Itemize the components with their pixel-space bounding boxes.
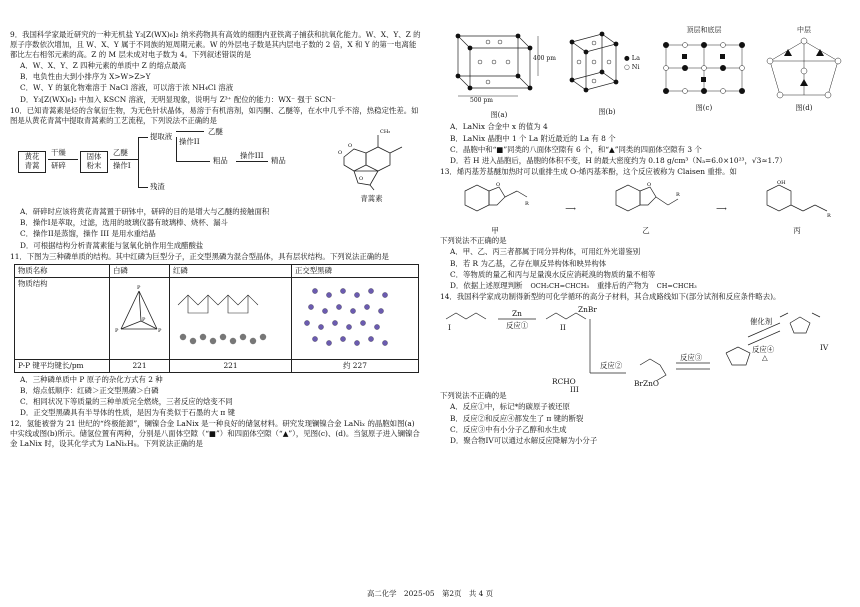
q9-stem: 9．我国科学家最近研究的一种无机盐 Y₃[Z(WX)₆]₂ 纳米药物具有高效的细胞内亚铁离子捕获和抗氧化能力。W、X、Y、Z 的原子序数依次增加，且 W、X、Y 属于不同族的短周期元素。W 的外层电子数是其内层电子数的 2 倍，X 和 Y 的第一电离能都比左右相邻元素的高。Z 的 M 层未成对电子数为 4。下列叙述错误的是 [10,30,421,59]
figure-c [656,26,752,120]
compound-jia [455,179,535,236]
extraction-flowchart [18,126,318,205]
q9-option-d: D．Y₃[Z(WX)₆]₂ 中加入 KSCN 溶液，无明显现象，说明与 Z³⁺ 配位的能力：WX⁻ 强于 SCN⁻ [20,94,336,104]
layer-d-icon [756,35,852,101]
black-p-structure [292,277,419,359]
svg-text:OH: OH [776,180,786,187]
svg-text:R: R [525,201,529,208]
dim-400: 400 pm [533,54,556,62]
reaction-2: 反应② [600,361,623,371]
flow-step-op3: 操作III [240,150,264,160]
svg-text:O: O [647,182,652,189]
flow-node-extract: 提取液 [150,131,173,141]
flow-step-op1: 操作I [113,160,131,170]
figure-d [756,26,852,120]
q13-option-d [440,281,852,291]
q12-option-a: A．LaNix 合金中 x 的值为 4 [450,122,548,132]
svg-text:P: P [158,327,162,334]
q11-option-b: B．熔点低顺序：红磷＞正交型黑磷＞白磷 [20,385,159,395]
label-bing: 丙 [793,226,801,236]
right-column [440,26,852,447]
left-column [10,30,422,450]
q13-d-prefix: D．依据上述原理判断 [450,280,523,290]
q13-option-a: A．甲、乙、丙三者都属于同分异构体，可用红外光谱鉴别 [450,247,641,257]
q11-option-d: D．正交型黑磷具有半导体的性质，是因为有类似于石墨的大 π 键 [20,408,236,418]
arrow-1-icon: ⟶ [565,204,576,214]
black-phosphorus-icon [295,279,405,351]
lattice-a-icon [440,26,558,102]
reaction-1: 反应① [506,321,529,331]
bond-red: 221 [170,359,292,372]
reaction-3: 反应③ [680,353,703,363]
arrow-2-icon: ⟶ [716,204,727,214]
flow-branch [138,137,139,187]
table-bond-label: P-P 键平均键长/pm [15,359,110,372]
q10-option-b: B．操作I是萃取，过滤，选用的玻璃仪器有玻璃棒、烧杯、漏斗 [20,218,228,228]
artemisinin-structure [324,127,419,204]
compound-yi [606,179,686,236]
q12-option-c: C．晶胞中和“■”同类的八面体空隙有 6 个，和“▲”同类的四面体空隙有 3 个 [450,144,702,154]
q12-option-b: B．LaNix 晶胞中 1 个 La 附近最近的 La 有 8 个 [450,133,616,143]
label-jia: 甲 [491,226,499,236]
flow-node-residue: 残渣 [150,181,165,191]
q14-option-c: C．反应③中有小分子乙醇和水生成 [450,424,567,434]
q9-option-c: C．W、Y 的氯化物难溶于 NaCl 溶液，可以溶于浓 NH₄Cl 溶液 [20,83,234,93]
red-phosphorus-icon [173,279,288,351]
q12-stem: 12．氢能被誉为 21 世纪的“终极能源”，镧镍合金 LaNix 是一种良好的储氢材料。研究发现镧镍合金 LaNiₓ 的晶胞如图(a)中实线或图(b)所示。储氢位置有两种，分别是八面体空隙（“■”）和四面体空隙（“▲”），见图(c)、(d)。当氢原子进入镧镍合金 LaNix 时，设其化学式为 LaNiₓHᵧ。下列说法正确的是 [10,419,420,449]
fig-b-caption: 图(b) [598,108,616,116]
bond-white: 221 [110,359,170,372]
q13-option-b: B．若 R 为乙基，乙存在顺反异构体和映异构体 [450,258,607,268]
svg-text:CH₃: CH₃ [380,128,391,135]
claisen-scheme [440,178,852,236]
znbr-group: ZnBr [578,305,597,315]
compound-bing-icon [757,179,837,223]
white-phosphorus-icon [113,279,165,351]
flow-branch-bottom [138,187,148,188]
compound-jia-icon [455,179,535,223]
flow-step-dry: 干燥 [51,147,66,157]
lanix-figures [440,26,852,120]
q10-option-d: D．可根据结构分析青蒿素能与氢氧化钠作用生成醋酸盐 [20,240,204,250]
flow-branch-2 [176,137,177,161]
fig-d-caption: 图(d) [795,104,813,113]
svg-text:R: R [676,192,680,199]
bond-black: 约 227 [292,359,419,372]
flow-branch-top [138,137,148,138]
compound-bing [757,179,837,236]
compound-ii: II [560,323,566,333]
flow-arrow-3 [176,131,204,132]
flow-node-crude: 粗品 [213,155,228,165]
compound-yi-icon [606,179,686,223]
table-header-black: 正交型黑磷 [292,264,419,277]
reagent-zn: Zn [512,309,522,319]
fig-c-caption: 图(c) [695,104,713,113]
table-header-white: 白磷 [110,264,170,277]
compound-iv: IV [820,343,829,353]
flow-node-pure: 精品 [271,155,286,165]
q11-stem: 11．下图为三种磷单质的结构。其中红磷为巨型分子，正交型黑磷为混合型晶体，具有层状结构。下列说法正确的是 [10,251,389,261]
synthesis-route-icon [440,303,852,391]
svg-text:O: O [348,142,353,149]
q9-option-b: B．电负性由大到小排序为 X>W>Z>Y [20,72,151,82]
flow-node-ether-out: 乙醚 [208,126,223,136]
brzno-group: BrZnO [634,379,659,389]
flow-arrow-2 [110,159,138,160]
q13-d-product: CH=CHCH₃ [656,281,697,290]
catalyst: 催化剂 [750,317,773,327]
q14-option-a: A．反应①中，标记*的碳原子被还原 [450,402,570,412]
svg-text:O: O [359,175,364,182]
q10-option-a: A．研碎时应该将黄花青蒿置于研钵中，研碎的目的是增大与乙醚的接触面积 [20,206,270,216]
flow-step-grind: 研碎 [51,160,66,170]
q13-d-suffix: 重排后的产物为 [597,280,649,290]
flow-step-ether: 乙醚 [113,147,128,157]
figure-b [562,26,652,120]
top-bottom-label: 顶层和底层 [686,26,722,34]
q11-option-c: C．相同状况下等质量的三种单质完全燃烧，三者反应的焓变不同 [20,396,233,406]
q10-stem: 10．已知青蒿素是烃的含氧衍生物，为无色针状晶体，易溶于有机溶剂，如丙酮、乙醚等，在水中几乎不溶，热稳定性差。如图是从黄花青蒿中提取青蒿素的工艺流程，下列说法不正确的是 [10,105,419,125]
flow-arrow-5 [236,161,268,162]
middle-label: 中层 [797,26,811,34]
q12-option-d: D．若 H 进入晶胞后，晶胞的体积不变，H 的最大密度约为 0.18 g/cm³（Nₐ=6.0×10²³，√3≈1.7） [450,155,787,165]
svg-text:P: P [115,327,119,334]
q10-figure [10,127,422,207]
artemisinin-label: 青蒿素 [360,193,383,203]
lattice-legend [624,26,640,102]
layer-c-icon [656,35,752,101]
la-legend-icon: ● [624,54,630,62]
svg-text:O: O [338,149,343,156]
polymer-synthesis-scheme [440,303,852,395]
compound-iii: III [570,385,579,395]
q14-option-d: D．聚合物IV可以通过水解反应降解为小分子 [450,436,598,445]
figure-a [440,26,558,120]
q14-intro: 下列说法不正确的是 [440,391,507,401]
q13-intro: 下列说法不正确的是 [440,236,507,246]
legend-ni: Ni [631,62,640,71]
phosphorus-table [14,264,419,373]
fig-a-caption: 图(a) [490,110,508,119]
page-footer: 高二化学 2025-05 第2页 共 4 页 [366,589,494,599]
heat-symbol: △ [762,353,768,363]
table-header-red: 红磷 [170,264,292,277]
lattice-b-icon [562,26,624,102]
q14-stem: 14．我国科学家成功制得新型的可化学循环的高分子材料，其合成路线如下(部分试剂和反应条件略去)。 [440,292,781,302]
reagent-rcho: RCHO [552,377,576,387]
table-structure-label: 物质结构 [15,277,110,359]
flow-node-qinghao: 黄花青蒿 [18,151,46,173]
svg-text:R: R [826,213,831,220]
white-p-structure [110,277,170,359]
q10-option-c: C．操作II是蒸馏，操作 III 是用水重结晶 [20,229,156,239]
q14-option-b: B．反应②和反应④都发生了 π 键的断裂 [450,413,584,423]
reaction-4: 反应④ [752,345,775,355]
compound-i: I [448,323,451,333]
q9-option-a: A．W、X、Y、Z 四种元素的单质中 Z 的熔点最高 [20,61,187,71]
q13-d-reactant: OCH₂CH=CHCH₃ [530,281,590,290]
artemisinin-molecule-icon [324,127,419,191]
dim-500: 500 pm [470,96,493,104]
q13-stem: 13．烯丙基芳基醚加热时可以重排生成 O-烯丙基苯酚，这个反应被称为 Claisen 重排。如 [440,167,737,177]
red-p-structure [170,277,292,359]
legend-la: La [631,54,640,62]
svg-text:O: O [496,182,501,189]
ni-legend-icon: ○ [624,62,630,71]
table-header-substance: 物质名称 [15,264,110,277]
q11-option-a: A．三种磷单质中 P 原子的杂化方式有 2 种 [20,374,163,384]
flow-arrow-1 [48,159,78,160]
q13-option-c: C．等物质的量乙和丙与足量溴水反应消耗溴的物质的量不相等 [450,269,656,279]
svg-text:P: P [142,316,146,323]
flow-step-op2: 操作II [179,136,200,146]
flow-arrow-4 [176,161,210,162]
svg-text:P: P [137,284,141,291]
label-yi: 乙 [642,226,650,236]
flow-node-powder: 固体粉末 [80,151,108,173]
